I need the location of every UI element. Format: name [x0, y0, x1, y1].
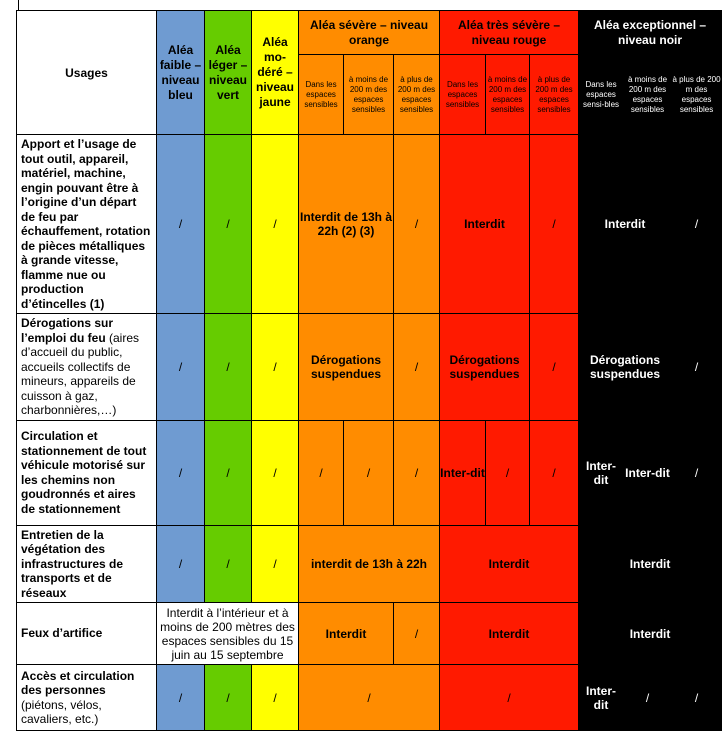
cell-orange-all: /: [299, 665, 440, 731]
header-level-orange: Aléa sévère – niveau orange: [299, 11, 440, 55]
table-row: [17, 314, 722, 421]
usage-access: [17, 665, 157, 731]
cell-yellow: /: [252, 135, 299, 314]
cell-yellow: /: [252, 314, 299, 421]
header-level-green: Aléa léger – niveau vert: [205, 11, 252, 135]
cell-black-less: Inter-dit: [624, 420, 672, 525]
cell-orange-more: /: [394, 603, 440, 665]
cell-black-more: /: [672, 665, 722, 731]
cell-red-all: Interdit: [440, 525, 579, 603]
cell-red-all: /: [440, 665, 579, 731]
cell-red-all: Interdit: [440, 603, 579, 665]
cell-black-in: Inter-dit: [579, 665, 624, 731]
cell-green: /: [205, 314, 252, 421]
cell-orange-more: /: [394, 135, 440, 314]
top-margin-mark: [18, 0, 19, 10]
usage-bold: Dérogations sur l’emploi du feu: [21, 316, 114, 345]
sub-orange-more: à plus de 200 m des espaces sensibles: [394, 55, 440, 135]
usage-vehicles: Circulation et stationnement de tout véhicule motorisé sur les chemins non goudronnés et aires de stationnement: [17, 420, 157, 525]
cell-orange-less: /: [344, 420, 394, 525]
header-level-black: Aléa exceptionnel – niveau noir: [579, 11, 722, 55]
cell-black-more: /: [672, 314, 722, 421]
cell-blue: /: [157, 135, 205, 314]
cell-green: /: [205, 665, 252, 731]
cell-black-all: Interdit: [579, 525, 722, 603]
cell-red-main: Interdit: [440, 135, 530, 314]
header-level-red: Aléa très sévère – niveau rouge: [440, 11, 579, 55]
table-row: [17, 420, 722, 525]
cell-red-less: /: [486, 420, 530, 525]
cell-yellow: /: [252, 665, 299, 731]
sub-black-in: Dans les espaces sensi-bles: [579, 55, 624, 135]
cell-green: /: [205, 525, 252, 603]
cell-orange-more: /: [394, 314, 440, 421]
sub-black-less: à moins de 200 m des espaces sensibles: [624, 55, 672, 135]
usage-fire-derogations: [17, 314, 157, 421]
usage-bold: Accès et circulation des personnes: [21, 668, 135, 697]
cell-blue: /: [157, 314, 205, 421]
cell-black-more: /: [672, 135, 722, 314]
cell-orange-main: Interdit de 13h à 22h (2) (3): [299, 135, 394, 314]
table-row: [17, 665, 722, 731]
cell-orange-all: interdit de 13h à 22h: [299, 525, 440, 603]
cell-blue: /: [157, 525, 205, 603]
usage-vegetation: Entretien de la végétation des infrastructures de transports et de réseaux: [17, 525, 157, 603]
cell-black-more: /: [672, 420, 722, 525]
usage-plain: (aires d’accueil du public, accueils collectifs de mineurs, appareils de cuisson à gaz, charbonnières,…): [21, 330, 140, 417]
header-level-yellow: Aléa mo-déré – niveau jaune: [252, 11, 299, 135]
cell-blue: /: [157, 420, 205, 525]
table-row: [17, 525, 722, 603]
usage-fireworks: Feux d’artifice: [17, 603, 157, 665]
cell-green: /: [205, 420, 252, 525]
cell-orange-main: Dérogations suspendues: [299, 314, 394, 421]
cell-yellow: /: [252, 420, 299, 525]
header-level-blue: Aléa faible – niveau bleu: [157, 11, 205, 135]
fire-risk-table: [16, 10, 722, 731]
sub-black-more: à plus de 200 m des espaces sensibles: [672, 55, 722, 135]
sub-orange-in: Dans les espaces sensibles: [299, 55, 344, 135]
cell-black-less: /: [624, 665, 672, 731]
usage-tools: Apport et l’usage de tout outil, appareil, matériel, machine, engin pouvant être à l’origine d’un départ de feu par échauffement, rotation de pièces métalliques à grande vitesse, flamme nue ou production d’étincelles (1): [17, 135, 157, 314]
cell-blue: /: [157, 665, 205, 731]
cell-red-more: /: [530, 135, 579, 314]
cell-red-main: Dérogations suspendues: [440, 314, 530, 421]
cell-red-in: Inter-dit: [440, 420, 486, 525]
cell-low-levels: Interdit à l’intérieur et à moins de 200 mètres des espaces sensibles du 15 juin au 15 septembre: [157, 603, 299, 665]
sub-orange-less: à moins de 200 m des espaces sensibles: [344, 55, 394, 135]
cell-orange-in: /: [299, 420, 344, 525]
cell-red-more: /: [530, 314, 579, 421]
sub-red-in: Dans les espaces sensibles: [440, 55, 486, 135]
cell-black-all: Interdit: [579, 603, 722, 665]
usage-plain: (piétons, vélos, cavaliers, etc.): [21, 697, 102, 726]
cell-red-more: /: [530, 420, 579, 525]
header-usages: Usages: [17, 11, 157, 135]
cell-black-in: Inter-dit: [579, 420, 624, 525]
cell-orange-more: /: [394, 420, 440, 525]
cell-black-main: Dérogations suspendues: [579, 314, 672, 421]
sub-red-less: à moins de 200 m des espaces sensibles: [486, 55, 530, 135]
cell-green: /: [205, 135, 252, 314]
table-row: [17, 135, 722, 314]
cell-yellow: /: [252, 525, 299, 603]
table-row: [17, 603, 722, 665]
cell-orange-main: Interdit: [299, 603, 394, 665]
cell-black-main: Interdit: [579, 135, 672, 314]
sub-red-more: à plus de 200 m des espaces sensibles: [530, 55, 579, 135]
